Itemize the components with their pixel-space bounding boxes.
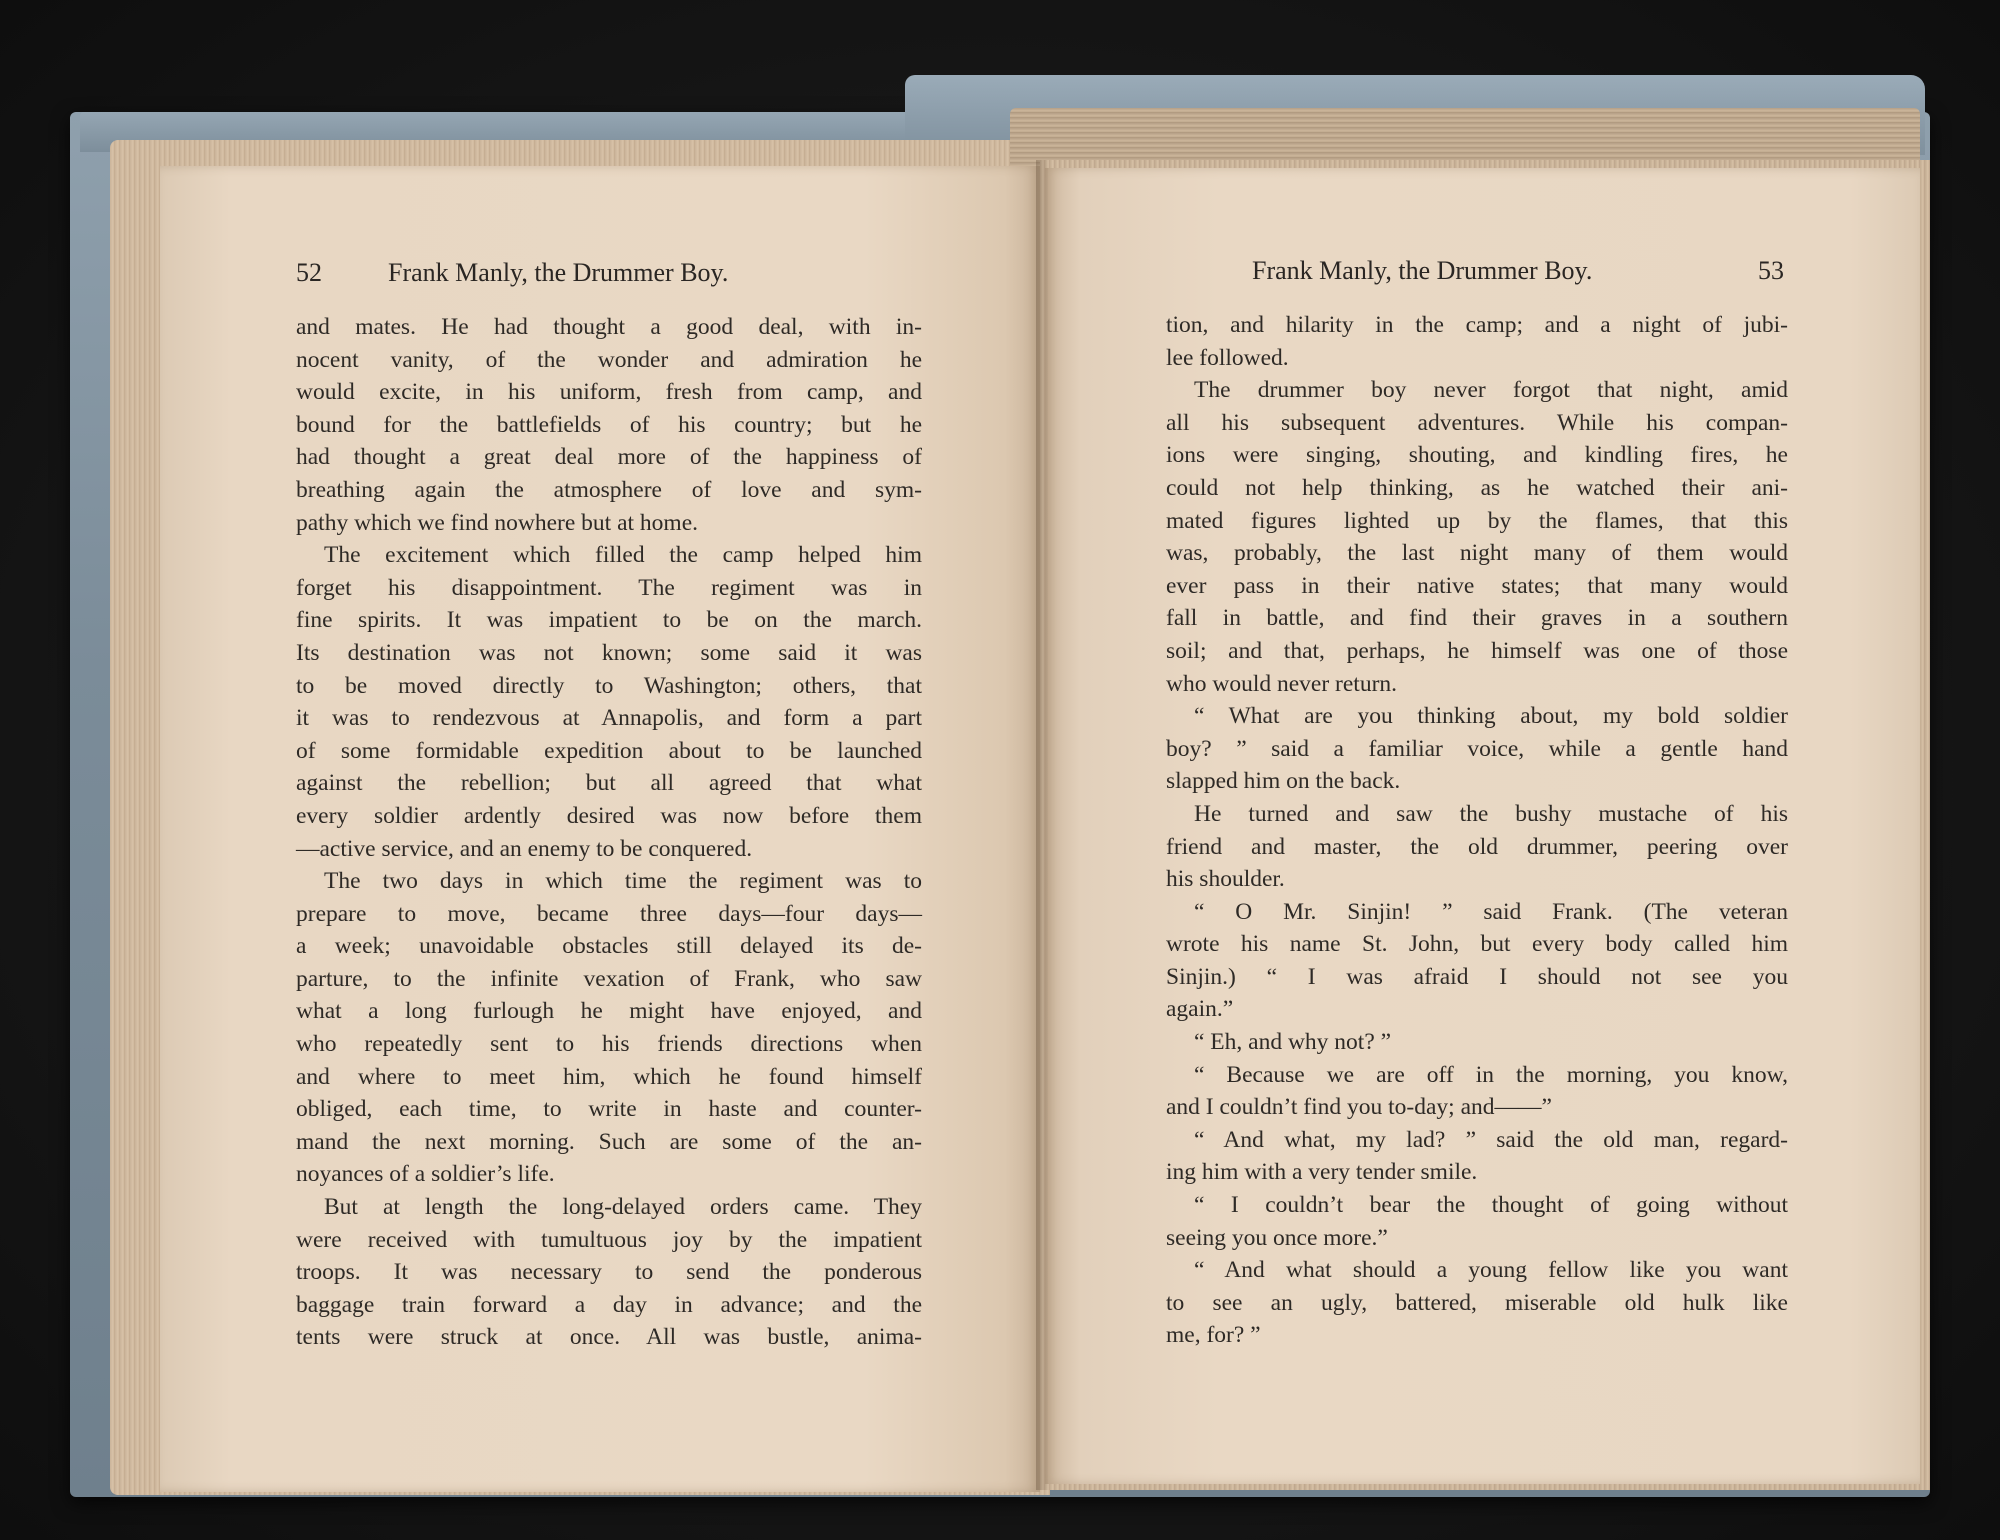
text-line: parture, to the infinite vexation of Frank, who saw (296, 965, 922, 992)
text-line: ever pass in their native states; that many would (1166, 572, 1788, 599)
text-line: and where to meet him, which he found himself (296, 1063, 922, 1090)
text-line: “ I couldn’t bear the thought of going without (1194, 1192, 1788, 1219)
left-running-title: Frank Manly, the Drummer Boy. (388, 258, 729, 287)
text-line: friend and master, the old drummer, peering over (1166, 833, 1788, 860)
left-page-number: 52 (296, 258, 322, 287)
text-line: and I couldn’t find you to-day; and——” (1166, 1094, 1552, 1121)
text-line: soil; and that, perhaps, he himself was one of those (1166, 637, 1788, 664)
right-page-body (1166, 309, 1788, 1352)
text-line: could not help thinking, as he watched their ani- (1166, 474, 1788, 501)
text-line: The two days in which time the regiment was to (324, 868, 922, 895)
text-line: boy? ” said a familiar voice, while a gentle hand (1166, 735, 1788, 762)
text-line: But at length the long-delayed orders came. They (324, 1194, 922, 1221)
text-line: Its destination was not known; some said it was (296, 639, 922, 666)
text-line: tents were struck at once. All was bustle, anima- (296, 1324, 922, 1351)
text-line: slapped him on the back. (1166, 768, 1401, 795)
text-line: against the rebellion; but all agreed that what (296, 770, 922, 797)
text-line: breathing again the atmosphere of love and sym- (296, 476, 922, 503)
text-line: obliged, each time, to write in haste and counter- (296, 1096, 922, 1123)
text-line: troops. It was necessary to send the ponderous (296, 1259, 922, 1286)
text-line: to see an ugly, battered, miserable old hulk like (1166, 1289, 1788, 1316)
text-line: pathy which we find nowhere but at home. (296, 509, 699, 536)
text-line: seeing you once more.” (1166, 1224, 1388, 1251)
text-line: me, for? ” (1166, 1322, 1261, 1349)
text-line: The excitement which filled the camp helped him (324, 542, 922, 569)
text-line: fine spirits. It was impatient to be on the march. (296, 607, 922, 634)
text-line: again.” (1166, 996, 1234, 1023)
text-line: mand the next morning. Such are some of the an- (296, 1128, 922, 1155)
text-line: fall in battle, and find their graves in a southern (1166, 605, 1788, 632)
text-line: would excite, in his uniform, fresh from camp, and (296, 379, 922, 406)
text-line: all his subsequent adventures. While his compan- (1166, 409, 1788, 436)
text-line: nocent vanity, of the wonder and admiration he (296, 346, 922, 373)
text-line: “ Eh, and why not? ” (1194, 1029, 1392, 1056)
text-line: had thought a great deal more of the happiness of (296, 444, 922, 471)
text-line: prepare to move, became three days—four days— (296, 900, 922, 927)
text-line: who would never return. (1166, 670, 1398, 697)
text-line: of some formidable expedition about to be launched (296, 737, 922, 764)
text-line: to be moved directly to Washington; others, that (296, 672, 922, 699)
left-page-body (296, 311, 922, 1354)
text-line: and mates. He had thought a good deal, with in- (296, 314, 922, 340)
text-line: a week; unavoidable obstacles still delayed its de- (296, 933, 922, 960)
right-page-number: 53 (1758, 256, 1784, 285)
text-line: The drummer boy never forgot that night, amid (1194, 377, 1788, 404)
text-line: were received with tumultuous joy by the impatient (296, 1226, 922, 1253)
text-line: was, probably, the last night many of them would (1166, 540, 1788, 567)
text-line: —active service, and an enemy to be conquered. (296, 835, 753, 862)
text-line: noyances of a soldier’s life. (296, 1161, 555, 1188)
text-line: “ And what, my lad? ” said the old man, regard- (1194, 1126, 1788, 1153)
text-line: “ O Mr. Sinjin! ” said Frank. (The veteran (1194, 898, 1788, 925)
text-line: ing him with a very tender smile. (1166, 1159, 1478, 1186)
text-line: forget his disappointment. The regiment was in (296, 574, 922, 601)
text-line: his shoulder. (1166, 866, 1285, 893)
text-line: “ Because we are off in the morning, you know, (1194, 1061, 1788, 1088)
text-line: He turned and saw the bushy mustache of his (1194, 800, 1788, 827)
text-line: lee followed. (1166, 344, 1289, 371)
text-line: Sinjin.) “ I was afraid I should not see you (1166, 963, 1788, 990)
text-line: mated figures lighted up by the flames, that this (1166, 507, 1788, 534)
text-line: tion, and hilarity in the camp; and a night of jubi- (1166, 312, 1788, 338)
text-line: “ What are you thinking about, my bold soldier (1194, 703, 1788, 730)
text-line: wrote his name St. John, but every body called him (1166, 931, 1788, 958)
text-line: ions were singing, shouting, and kindling fires, he (1166, 442, 1788, 469)
right-running-title: Frank Manly, the Drummer Boy. (1252, 256, 1593, 285)
text-line: who repeatedly sent to his friends directions when (296, 1031, 922, 1058)
page-edges-top-right (1010, 108, 1920, 168)
book-gutter (1036, 160, 1048, 1490)
text-line: it was to rendezvous at Annapolis, and form a part (296, 705, 922, 732)
text-line: every soldier ardently desired was now before them (296, 802, 922, 829)
text-line: what a long furlough he might have enjoyed, and (296, 998, 922, 1025)
text-line: “ And what should a young fellow like you want (1194, 1257, 1788, 1284)
text-line: bound for the battlefields of his country; but he (296, 411, 922, 438)
text-line: baggage train forward a day in advance; and the (296, 1291, 922, 1318)
